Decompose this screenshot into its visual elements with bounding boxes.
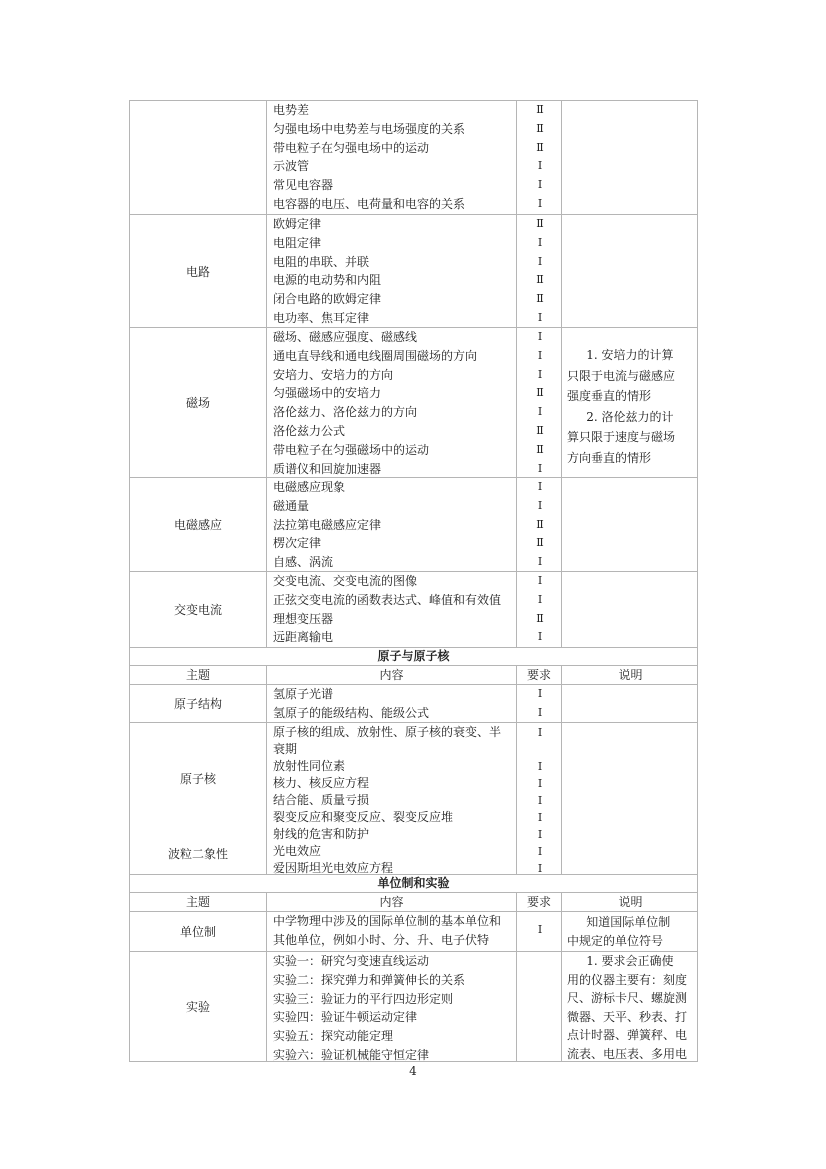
list-item: 示波管 Ⅰ — [273, 159, 543, 174]
note-cell: 1. 安培力的计算 只限于电流与磁感应 强度垂直的情形 2. 洛伦兹力的计 算只限于速度与磁场 方向垂直的情形 — [561, 328, 699, 477]
list-item: 法拉第电磁感应定律 Ⅱ — [273, 517, 544, 532]
block-nucleus — [129, 722, 698, 874]
list-item: 磁场、磁感应强度、磁感线 Ⅰ — [273, 330, 543, 344]
list-item: 电功率、焦耳定律 Ⅰ — [273, 310, 543, 325]
topic-cell: 单位制 — [179, 925, 216, 939]
list-item: 电阻的串联、并联 Ⅰ — [273, 254, 543, 269]
topic-cell: 交变电流 — [173, 603, 222, 617]
list-item: 交变电流、交变电流的图像 Ⅰ — [273, 574, 543, 588]
block-electric-potential — [129, 100, 698, 214]
block-electromagnetic-induction — [129, 477, 698, 571]
list-item: 氢原子的能级结构、能级公式 Ⅰ — [273, 705, 543, 720]
list-item: 质谱仪和回旋加速器 Ⅰ — [273, 461, 543, 476]
topic-cell: 磁场 — [185, 396, 210, 410]
note-cell — [561, 685, 699, 722]
block-alternating-current — [129, 571, 698, 647]
page-number: 4 — [409, 1064, 417, 1078]
block-atomic-structure — [129, 684, 698, 722]
topic-cell: 电路 — [185, 264, 210, 279]
list-item: 匀强磁场中的安培力 Ⅱ — [273, 386, 544, 401]
list-item: 常见电容器 Ⅰ — [273, 178, 543, 193]
section-title-units: 单位制和实验 — [129, 874, 698, 892]
header-topic: 主题 — [185, 668, 210, 682]
topic-cell — [130, 101, 266, 214]
note-cell: 知道国际单位制 中规定的单位符号 — [561, 912, 699, 951]
header-req: 要求 — [526, 668, 551, 682]
block-unit-system — [129, 911, 698, 951]
block-circuit — [129, 214, 698, 327]
list-item: 实验四：验证牛顿运动定律 — [273, 1010, 418, 1025]
list-item: 结合能、质量亏损 Ⅰ — [273, 793, 543, 807]
list-item: 实验二：探究弹力和弹簧伸长的关系 — [273, 972, 466, 987]
list-item: 自感、涡流 Ⅰ — [273, 555, 543, 570]
list-item: 匀强电场中电势差与电场强度的关系 Ⅱ — [273, 121, 544, 136]
list-item: 中学物理中涉及的国际单位制的基本单位和 — [273, 914, 502, 928]
note-cell — [561, 723, 699, 874]
list-item: 核力、核反应方程 Ⅰ — [273, 776, 543, 790]
list-item: 正弦交变电流的函数表达式、峰值和有效值 Ⅰ — [273, 592, 543, 607]
topic-wave-particle: 波粒二象性 — [167, 847, 228, 861]
list-item: 闭合电路的欧姆定律 Ⅱ — [273, 292, 544, 307]
list-item: 磁通量 Ⅰ — [273, 498, 543, 513]
req-value: Ⅰ — [537, 923, 543, 936]
list-item: 远距离输电 Ⅰ — [273, 630, 543, 645]
note-cell — [561, 572, 699, 647]
list-item: 爱因斯坦光电效应方程 Ⅰ — [273, 861, 543, 875]
list-item: 洛伦兹力公式 Ⅱ — [273, 423, 544, 438]
list-item: 带电粒子在匀强磁场中的运动 Ⅱ — [273, 442, 544, 457]
list-item: 光电效应 Ⅰ — [273, 844, 543, 858]
list-item: 欧姆定律 Ⅱ — [273, 217, 544, 231]
list-item: 电磁感应现象 Ⅰ — [273, 480, 543, 494]
list-item: 电容器的电压、电荷量和电容的关系 Ⅰ — [273, 196, 543, 211]
header-note: 说明 — [618, 668, 643, 682]
note-cell — [561, 101, 699, 214]
list-item: 实验六：验证机械能守恒定律 — [273, 1047, 430, 1062]
block-experiments — [129, 951, 698, 1062]
topic-cell — [130, 723, 266, 875]
header-content: 内容 — [379, 895, 404, 909]
topic-cell: 电磁感应 — [173, 518, 222, 532]
list-item: 实验一：研究匀变速直线运动 — [273, 954, 430, 968]
header-note: 说明 — [618, 895, 643, 909]
list-item: 衰期 — [273, 742, 298, 756]
list-item: 电阻定律 Ⅰ — [273, 235, 543, 250]
list-item: 放射性同位素 Ⅰ — [273, 759, 543, 773]
list-item: 实验三：验证力的平行四边形定则 — [273, 991, 454, 1006]
table-header — [129, 892, 698, 911]
list-item: 楞次定律 Ⅱ — [273, 536, 544, 551]
list-item: 带电粒子在匀强电场中的运动 Ⅱ — [273, 140, 544, 155]
section-title-atom: 原子与原子核 — [129, 647, 698, 665]
list-item: 电势差 Ⅱ — [273, 103, 544, 117]
header-topic: 主题 — [185, 895, 210, 909]
topic-cell: 实验 — [185, 1000, 210, 1014]
list-item: 原子核的组成、放射性、原子核的衰变、半 Ⅰ — [273, 725, 543, 739]
list-item: 实验五：探究动能定理 — [273, 1029, 394, 1044]
list-item: 射线的危害和防护 Ⅰ — [273, 827, 543, 841]
topic-nucleus: 原子核 — [179, 772, 216, 786]
block-magnetic-field — [129, 327, 698, 477]
list-item: 裂变反应和聚变反应、裂变反应堆 Ⅰ — [273, 810, 543, 824]
note-cell: 1. 要求会正确使 用的仪器主要有：刻度 尺、游标卡尺、螺旋测 微器、天平、秒表、打 点计时器、弹簧秤、电 流表、电压表、多用电 — [561, 952, 699, 1061]
topic-cell: 原子结构 — [173, 697, 222, 711]
list-item: 其他单位，例如小时、分、升、电子伏特 — [273, 932, 490, 947]
header-req: 要求 — [526, 895, 551, 909]
list-item: 洛伦兹力、洛伦兹力的方向 Ⅰ — [273, 405, 543, 420]
syllabus-table — [129, 100, 698, 1062]
note-cell — [561, 215, 699, 327]
table-header — [129, 665, 698, 684]
list-item: 安培力、安培力的方向 Ⅰ — [273, 367, 543, 382]
list-item: 通电直导线和通电线圈周围磁场的方向 Ⅰ — [273, 348, 543, 363]
header-content: 内容 — [379, 668, 404, 682]
note-cell — [561, 478, 699, 571]
list-item: 电源的电动势和内阻 Ⅱ — [273, 273, 544, 288]
list-item: 理想变压器 Ⅱ — [273, 611, 544, 626]
list-item: 氢原子光谱 Ⅰ — [273, 687, 543, 701]
